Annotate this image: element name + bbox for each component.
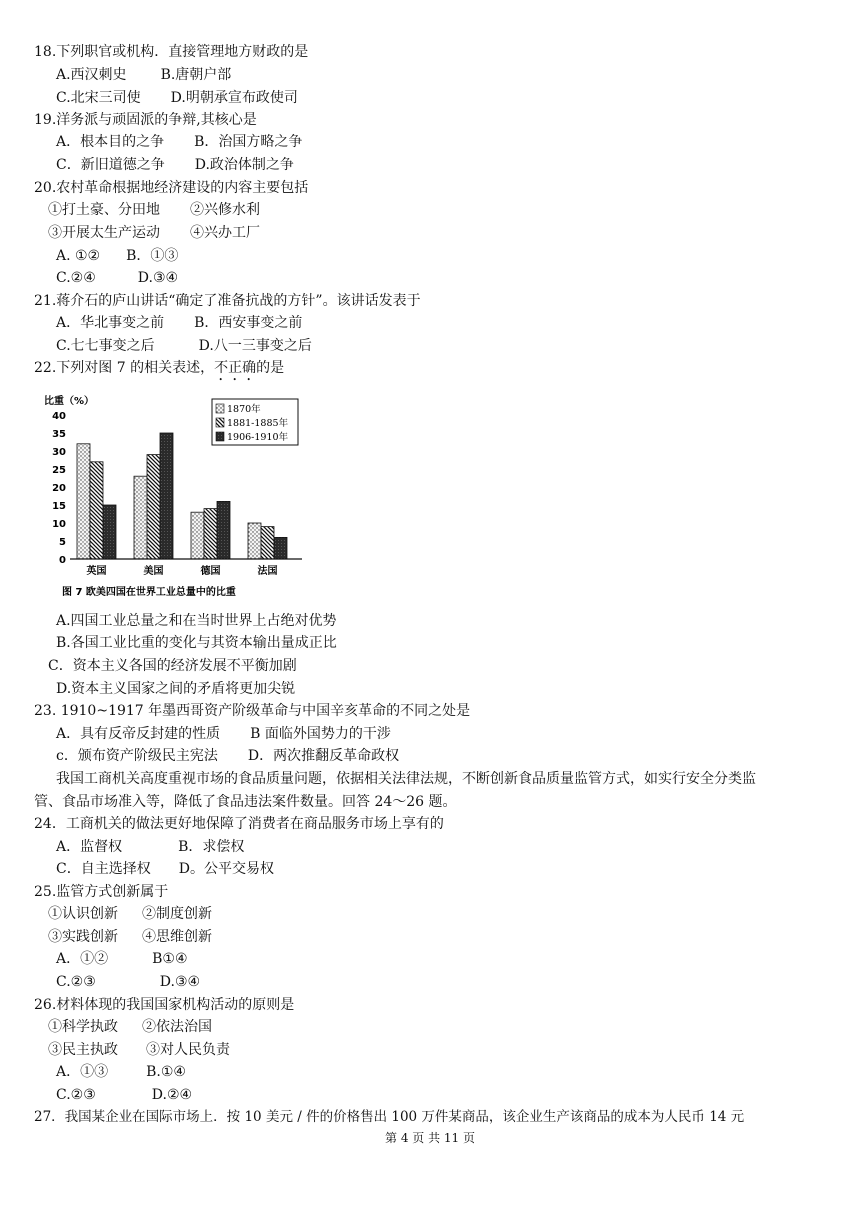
- q18-option-a: A.西汉刺史: [56, 67, 127, 83]
- q25-item-3: ③实践创新: [48, 929, 118, 945]
- q26-option-c: C.②③: [56, 1087, 96, 1103]
- q25-items-12: [48, 904, 212, 924]
- q25-item-1: ①认识创新: [48, 906, 118, 922]
- q23-stem: 23. 1910~1917 年墨西哥资产阶级革命与中国辛亥革命的不同之处是: [34, 703, 471, 719]
- q26-item-3: ③民主执政: [48, 1042, 118, 1058]
- q25-item-2: ②制度创新: [142, 906, 212, 922]
- y-tick-label: 25: [52, 465, 66, 476]
- q23-option-b: B 面临外国势力的干涉: [250, 726, 391, 742]
- q21-option-a: A．华北事变之前: [56, 315, 165, 331]
- q20-option-a: A. ①②: [56, 248, 101, 264]
- q20-item-1: ①打土豪、分田地: [48, 202, 160, 218]
- q21-stem: 21.蒋介石的庐山讲话“确定了准备抗战的方针”。该讲话发表于: [34, 293, 421, 309]
- q26-stem: 26.材料体现的我国国家机构活动的原则是: [34, 997, 295, 1013]
- q24-option-a: A．监督权: [56, 839, 123, 855]
- q26-options-ab: [56, 1062, 186, 1082]
- q18-stem: 18.下列职官或机构．直接管理地方财政的是: [34, 44, 309, 60]
- bar-法国-1870年: [248, 523, 261, 559]
- q26-options-cd: [56, 1085, 192, 1105]
- x-tick-label: 德国: [200, 566, 221, 577]
- q18-option-d: D.明朝承宣布政使司: [170, 90, 298, 106]
- q25-items-34: [48, 927, 212, 947]
- bar-德国-1906-1910年: [217, 501, 230, 559]
- q20-options-cd: [56, 268, 178, 288]
- q27-stem: 27．我国某企业在国际市场上．按 10 美元 / 件的价格售出 100 万件某商品，该企业生产该商品的成本为人民币 14 元: [34, 1109, 745, 1125]
- q25-item-4: ④思维创新: [142, 929, 212, 945]
- y-axis-label: 比重（%）: [44, 396, 95, 407]
- q24-options-cd: [56, 859, 274, 879]
- legend-swatch: [216, 404, 224, 413]
- q20-item-4: ④兴办工厂: [190, 225, 260, 241]
- figure-7-bar-chart: [40, 395, 320, 605]
- bar-美国-1881-1885年: [147, 455, 160, 559]
- q26-item-1: ①科学执政: [48, 1019, 118, 1035]
- bar-美国-1906-1910年: [160, 433, 173, 559]
- y-tick-label: 5: [59, 537, 66, 548]
- y-tick-label: 15: [52, 501, 66, 512]
- q23-option-a: A．具有反帝反封建的性质: [56, 726, 221, 742]
- q23-options-ab: [56, 724, 391, 744]
- q19-options-cd: [56, 155, 294, 175]
- q20-stem: 20.农村革命根据地经济建设的内容主要包括: [34, 180, 309, 196]
- q22-stem-emphasis: 不正确: [214, 360, 257, 376]
- bar-法国-1881-1885年: [261, 527, 274, 559]
- q26-option-b: B.①④: [146, 1064, 186, 1080]
- q23-option-c: c．颁布资产阶级民主宪法: [56, 748, 218, 764]
- q19-option-a: A．根本目的之争: [56, 134, 165, 150]
- legend-swatch: [216, 432, 224, 441]
- q18-options-cd: [56, 88, 298, 108]
- bar-英国-1881-1885年: [90, 462, 103, 559]
- q22-stem: [34, 358, 284, 384]
- y-tick-label: 40: [52, 411, 66, 422]
- x-tick-label: 美国: [143, 566, 164, 577]
- y-tick-label: 0: [59, 555, 66, 566]
- material-line-1: 我国工商机关高度重视市场的食品质量问题，依据相关法律法规，不断创新食品质量监管方式，如实行安全分类监: [56, 771, 756, 787]
- q22-stem-post: 的是: [256, 360, 285, 376]
- q21-option-d: D.八一三事变之后: [198, 338, 312, 354]
- q18-option-b: B.唐朝户部: [160, 67, 232, 83]
- q25-options-ab: [56, 949, 188, 969]
- q20-items-34: [48, 223, 260, 243]
- legend-swatch: [216, 418, 224, 427]
- q21-options-cd: [56, 336, 312, 356]
- x-tick-label: 法国: [257, 566, 278, 577]
- q26-option-a: A．①③: [56, 1064, 109, 1080]
- bar-美国-1870年: [134, 476, 147, 559]
- y-tick-label: 35: [52, 429, 66, 440]
- q22-option-c: C．资本主义各国的经济发展不平衡加剧: [48, 658, 297, 674]
- q19-options-ab: [56, 132, 302, 152]
- q19-option-d: D.政治体制之争: [194, 157, 294, 173]
- q25-option-b: B①④: [152, 951, 188, 967]
- bar-德国-1870年: [191, 512, 204, 559]
- bar-英国-1906-1910年: [103, 505, 116, 559]
- q20-items-12: [48, 200, 260, 220]
- q25-option-d: D.③④: [159, 974, 201, 990]
- q21-options-ab: [56, 313, 302, 333]
- figure-caption: 图 7 欧美四国在世界工业总量中的比重: [62, 587, 236, 598]
- q20-options-ab: [56, 246, 178, 266]
- chart-legend: [212, 399, 298, 445]
- q26-item-4: ③对人民负责: [146, 1042, 230, 1058]
- q21-option-c: C.七七事变之后: [56, 338, 155, 354]
- q26-option-d: D.②④: [151, 1087, 193, 1103]
- q24-options-ab: [56, 837, 244, 857]
- q25-options-cd: [56, 972, 200, 992]
- q20-item-2: ②兴修水利: [190, 202, 260, 218]
- y-tick-label: 20: [52, 483, 66, 494]
- q20-option-d: D.③④: [137, 270, 179, 286]
- q19-option-c: C．新旧道德之争: [56, 157, 165, 173]
- q25-stem: 25.监管方式创新属于: [34, 884, 169, 900]
- q24-option-c: C．自主选择权: [56, 861, 151, 877]
- q24-stem: 24．工商机关的做法更好地保障了消费者在商品服务市场上享有的: [34, 816, 444, 832]
- bar-法国-1906-1910年: [274, 537, 287, 559]
- q20-option-b: B．①③: [126, 248, 179, 264]
- q24-option-b: B．求偿权: [178, 839, 245, 855]
- bar-英国-1870年: [77, 444, 90, 559]
- q25-option-c: C.②③: [56, 974, 96, 990]
- q19-option-b: B．治国方略之争: [194, 134, 303, 150]
- q24-option-d: D。公平交易权: [178, 861, 274, 877]
- q19-stem: 19.洋务派与顽固派的争辩,其核心是: [34, 112, 257, 128]
- q22-stem-pre: 22.下列对图 7 的相关表述，: [34, 360, 215, 376]
- legend-entry: 1881-1885年: [227, 418, 289, 429]
- q22-option-a: A.四国工业总量之和在当时世界上占绝对优势: [56, 613, 337, 629]
- q21-option-b: B．西安事变之前: [194, 315, 303, 331]
- bar-德国-1881-1885年: [204, 509, 217, 559]
- q26-item-2: ②依法治国: [142, 1019, 212, 1035]
- q25-option-a: A．①②: [56, 951, 109, 967]
- legend-entry: 1906-1910年: [227, 432, 289, 443]
- q23-options-cd: [56, 746, 399, 766]
- q23-option-d: D．两次推翻反革命政权: [247, 748, 400, 764]
- q20-item-3: ③开展太生产运动: [48, 225, 160, 241]
- material-line-2: 管、食品市场准入等，降低了食品违法案件数量。回答 24～26 题。: [34, 794, 457, 810]
- q22-option-b: B.各国工业比重的变化与其资本输出量成正比: [56, 635, 337, 651]
- q22-option-d: D.资本主义国家之间的矛盾将更加尖锐: [56, 681, 296, 697]
- y-tick-label: 30: [52, 447, 66, 458]
- page-footer: 第 4 页 共 11 页: [385, 1131, 475, 1145]
- x-tick-label: 英国: [86, 566, 107, 577]
- legend-entry: 1870年: [227, 404, 261, 415]
- q18-options-ab: [56, 65, 231, 85]
- q18-option-c: C.北宋三司使: [56, 90, 141, 106]
- q26-items-34: [48, 1040, 230, 1060]
- q26-items-12: [48, 1017, 212, 1037]
- q20-option-c: C.②④: [56, 270, 96, 286]
- y-tick-label: 10: [52, 519, 66, 530]
